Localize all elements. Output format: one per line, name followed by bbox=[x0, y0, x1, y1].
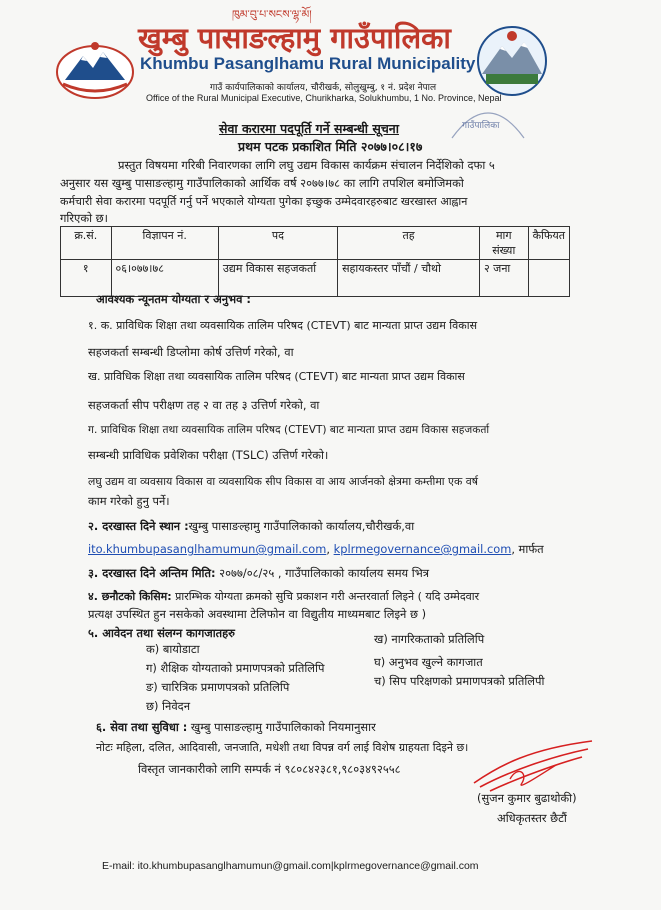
qualification-line: सम्बन्धी प्राविधिक प्रवेशिका परीक्षा (TSLC) उत्तिर्ण गरेको। bbox=[88, 448, 329, 462]
col-demand: माग संख्या bbox=[479, 227, 528, 260]
col-serial: क्र.सं. bbox=[61, 227, 112, 260]
publish-date: प्रथम पटक प्रकाशित मिति २०७७।०८।१७ bbox=[238, 139, 423, 154]
municipality-name-english: Khumbu Pasanglhamu Rural Municipality bbox=[140, 54, 476, 73]
intro-line-2: अनुसार यस खुम्बु पासाङल्हामु गाउँपालिकाको आर्थिक वर्ष २०७७।७८ का लागि तपशिल बमोजिमको bbox=[60, 176, 464, 190]
signatory-title: अधिकृतस्तर छैटौं bbox=[497, 811, 567, 825]
deadline-value: २०७७/०८/२५ , गाउँपालिकाको कार्यालय समय भित्र bbox=[215, 566, 430, 580]
col-level: तह bbox=[338, 227, 480, 260]
signature-scribble-icon bbox=[470, 735, 600, 795]
deadline-label: ३. दरखास्त दिने अन्तिम मिति: bbox=[88, 566, 216, 580]
office-address-english: Office of the Rural Municipal Executive, Churikharka, Solukhumbu, 1 No. Province, Nepal bbox=[146, 93, 502, 103]
service-label: ६. सेवा तथा सुविधा : bbox=[96, 720, 188, 734]
cell-remarks bbox=[528, 260, 569, 297]
positions-table bbox=[60, 226, 570, 297]
cell-demand: २ जना bbox=[479, 260, 528, 297]
office-stamp bbox=[448, 98, 528, 148]
cell-post: उद्यम विकास सहजकर्ता bbox=[218, 260, 337, 297]
application-place-value: खुम्बु पासाङल्हामु गाउँपालिकाको कार्यालय,चौरीखर्क,वा bbox=[188, 519, 415, 533]
email-link-governance[interactable]: kplrmegovernance@gmail.com bbox=[333, 542, 512, 556]
contact-numbers: विस्तृत जानकारीको लागि सम्पर्क नं ९८०८४२३८१,९८०३४९२५५८ bbox=[138, 762, 401, 776]
qualification-line: ग. प्राविधिक शिक्षा तथा व्यवसायिक तालिम परिषद (CTEVT) बाट मान्यता प्राप्त उद्यम विकास सहजकर्ता bbox=[88, 424, 490, 436]
document-item: च) सिप परिक्षणको प्रमाणपत्रको प्रतिलिपी bbox=[374, 674, 545, 688]
municipality-name-nepali: खुम्बु पासाङल्हामु गाउँपालिका bbox=[138, 21, 451, 55]
selection-value: प्रारम्भिक योग्यता क्रमको सुचि प्रकाशन गरी अन्तरवार्ता लिइने ( यदि उम्मेदवार bbox=[171, 590, 480, 603]
intro-line-4: गरिएको छ। bbox=[60, 211, 108, 225]
document-item: ग) शैक्षिक योग्यताको प्रमाणपत्रको प्रतिलिपि bbox=[146, 661, 325, 675]
selection-method bbox=[88, 589, 479, 604]
qualification-line: सहजकर्ता सीप परीक्षण तह २ वा तह ३ उत्तिर्ण गरेको, वा bbox=[88, 398, 320, 412]
note-text: नोटः महिला, दलित, आदिवासी, जनजाति, मधेशी तथा विपन्न वर्ग लाई विशेष ग्राहयता दिइने छ। bbox=[96, 741, 469, 754]
stamp-icon bbox=[448, 98, 528, 144]
application-place-label: २. दरखास्त दिने स्थान : bbox=[88, 519, 189, 533]
signatory-name: (सुजन कुमार बुढाथोकी) bbox=[477, 791, 577, 805]
col-ad-number: विज्ञापन नं. bbox=[111, 227, 218, 260]
intro-line-3: कर्मचारी सेवा करारमा पदपूर्ति गर्नु पर्ने भएकाले योग्यता पुगेका इच्छुक उम्मेदवारहरुबाट खरखास्त आह्वान bbox=[60, 195, 468, 208]
table-row bbox=[61, 260, 570, 297]
cell-ad-number: ०६।०७७।७८ bbox=[111, 260, 218, 297]
qualification-line: लघु उद्यम वा व्यवसाय विकास वा व्यवसायिक सीप विकास वा आय आर्जनको क्षेत्रमा कम्तीमा एक वर्ष bbox=[88, 475, 478, 488]
service-value: खुम्बु पासाङल्हामु गाउँपालिकाको नियमानुसार bbox=[187, 720, 376, 734]
email-separator: , bbox=[326, 542, 334, 556]
service-line bbox=[96, 720, 376, 735]
municipality-emblem-icon bbox=[55, 40, 135, 100]
document-item: ङ) चारित्रिक प्रमाणपत्रको प्रतिलिपि bbox=[146, 680, 290, 694]
qualification-line: काम गरेको हुनु पर्ने। bbox=[88, 494, 170, 508]
notice-title: सेवा करारमा पदपूर्ति गर्ने सम्बन्धी सूचना bbox=[219, 121, 399, 136]
qualification-line: ख. प्राविधिक शिक्षा तथा व्यवसायिक तालिम परिषद (CTEVT) बाट मान्यता प्राप्त उद्यम विकास bbox=[88, 370, 465, 383]
col-remarks: कैफियत bbox=[528, 227, 569, 260]
cell-serial: १ bbox=[61, 260, 112, 297]
office-address-nepali: गाउँ कार्यपालिकाको कार्यालय, चौरीखर्क, सोलुखुम्बु, १ नं. प्रदेश नेपाल bbox=[210, 83, 437, 93]
mountain-logo-icon bbox=[472, 24, 552, 98]
application-deadline bbox=[88, 566, 429, 581]
footer-email: E-mail: ito.khumbupasanglhamumun@gmail.com|kplrmegovernance@gmail.com bbox=[102, 860, 479, 872]
document-item: क) बायोडाटा bbox=[146, 642, 200, 656]
via-text: , मार्फत bbox=[511, 542, 544, 556]
intro-line-1: प्रस्तुत विषयमा गरिबी निवारणका लागि लघु उद्यम विकास कार्यक्रम संचालन निर्देशिको दफा ५ bbox=[118, 158, 495, 172]
selection-label: ४. छनौटको किसिम: bbox=[88, 590, 172, 603]
application-place bbox=[88, 519, 414, 534]
documents-heading: ५. आवेदन तथा संलग्न कागजातहरु bbox=[88, 626, 235, 640]
stamp-text: गाउँपालिका bbox=[462, 121, 500, 131]
tibetan-header: ཁུམ་བུ་པ་སངས་ལྷ་མོ། bbox=[232, 8, 312, 21]
qualification-line: १. क. प्राविधिक शिक्षा तथा व्यवसायिक तालिम परिषद (CTEVT) बाट मान्यता प्राप्त उद्यम विकास bbox=[88, 319, 478, 332]
col-post: पद bbox=[218, 227, 337, 260]
email-link-ito[interactable]: ito.khumbupasanglhamumun@gmail.com bbox=[88, 542, 327, 556]
document-item: छ) निवेदन bbox=[146, 699, 191, 713]
application-emails bbox=[88, 542, 544, 557]
document-item: घ) अनुभव खुल्ने कागजात bbox=[374, 655, 483, 669]
document-item: ख) नागरिकताको प्रतिलिपि bbox=[374, 632, 485, 646]
cell-level: सहायकस्तर पाँचौं / चौथो bbox=[338, 260, 480, 297]
selection-method-cont: प्रत्यक्ष उपस्थित हुन नसकेको अवस्थामा टेलिफोन वा विद्युतीय माध्यमबाट लिइने छ ) bbox=[88, 607, 427, 621]
qualification-heading: आवश्यक न्यूनतम योग्यता र अनुभव : bbox=[96, 292, 251, 306]
table-header-row bbox=[61, 227, 570, 260]
qualification-line: सहजकर्ता सम्बन्धी डिप्लोमा कोर्ष उत्तिर्ण गरेको, वा bbox=[88, 345, 294, 359]
